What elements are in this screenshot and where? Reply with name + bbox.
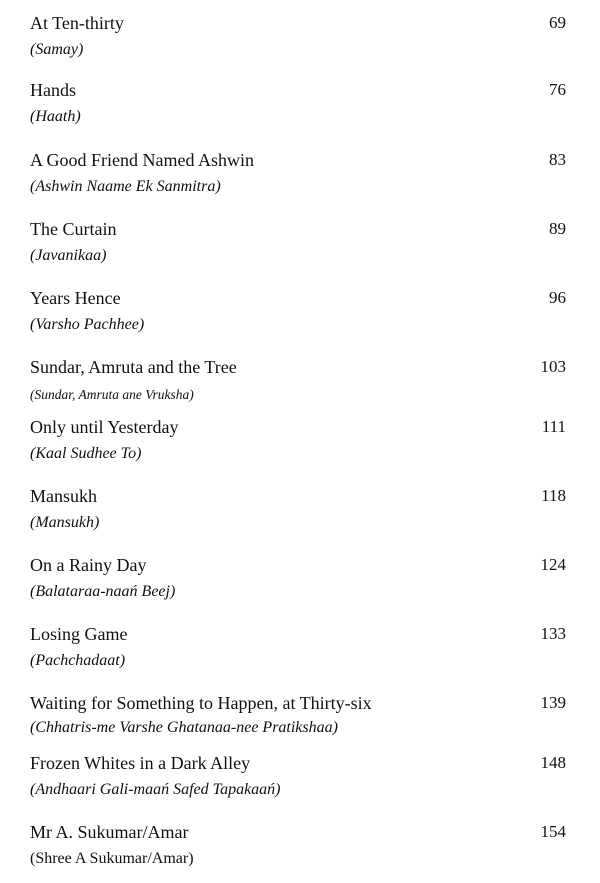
entry-original-title: (Varsho Pachhee) <box>30 316 145 333</box>
toc-entry <box>30 147 566 195</box>
entry-page-number: 103 <box>540 357 566 376</box>
entry-original-title: (Samay) <box>30 41 84 58</box>
entry-page-number: 96 <box>549 288 566 307</box>
entry-original-title: (Balataraa-naań Beej) <box>30 583 176 600</box>
toc-entry <box>30 819 566 867</box>
toc-entry <box>30 354 566 402</box>
entry-original-title: (Shree A Sukumar/Amar) <box>30 850 194 867</box>
toc-entry <box>30 552 566 600</box>
entry-title: Losing Game <box>30 624 128 644</box>
entry-original-title: (Kaal Sudhee To) <box>30 445 142 462</box>
toc-entry <box>30 690 566 736</box>
toc-entry <box>30 10 566 58</box>
entry-title: At Ten-thirty <box>30 13 124 33</box>
entry-title: Sundar, Amruta and the Tree <box>30 357 237 377</box>
entry-title: Mansukh <box>30 486 97 506</box>
entry-page-number: 83 <box>549 150 566 169</box>
toc-entry <box>30 216 566 264</box>
entry-original-title: (Sundar, Amruta ane Vruksha) <box>30 387 194 402</box>
entry-page-number: 89 <box>549 219 566 238</box>
entry-page-number: 124 <box>540 555 566 574</box>
entry-title: Frozen Whites in a Dark Alley <box>30 753 251 773</box>
entry-title: Waiting for Something to Happen, at Thirty-six <box>30 693 372 713</box>
entry-original-title: (Andhaari Gali-maań Safed Tapakaań) <box>30 781 281 798</box>
entry-original-title: (Pachchadaat) <box>30 652 126 669</box>
entry-original-title: (Chhatris-me Varshe Ghatanaa-nee Pratikshaa) <box>30 719 338 736</box>
entry-page-number: 111 <box>541 417 566 436</box>
entry-page-number: 69 <box>549 13 566 32</box>
toc-entry <box>30 621 566 669</box>
entry-original-title: (Mansukh) <box>30 514 100 531</box>
toc-entry <box>30 750 566 798</box>
entry-page-number: 139 <box>540 693 566 712</box>
entry-title: Mr A. Sukumar/Amar <box>30 822 189 842</box>
entry-title: A Good Friend Named Ashwin <box>30 150 254 170</box>
entry-title: The Curtain <box>30 219 117 239</box>
toc-entry <box>30 285 566 333</box>
entry-page-number: 133 <box>540 624 566 643</box>
toc-entry <box>30 483 566 531</box>
entry-title: Hands <box>30 80 76 100</box>
entry-page-number: 118 <box>541 486 566 505</box>
entry-title: Years Hence <box>30 288 121 308</box>
toc-entry <box>30 414 566 462</box>
entry-original-title: (Ashwin Naame Ek Sanmitra) <box>30 178 221 195</box>
entry-original-title: (Javanikaa) <box>30 247 107 264</box>
entry-page-number: 148 <box>540 753 566 772</box>
toc-entry <box>30 77 566 125</box>
entry-page-number: 76 <box>549 80 566 99</box>
entry-title: On a Rainy Day <box>30 555 147 575</box>
entry-page-number: 154 <box>540 822 566 841</box>
entry-original-title: (Haath) <box>30 108 81 125</box>
entry-title: Only until Yesterday <box>30 417 179 437</box>
